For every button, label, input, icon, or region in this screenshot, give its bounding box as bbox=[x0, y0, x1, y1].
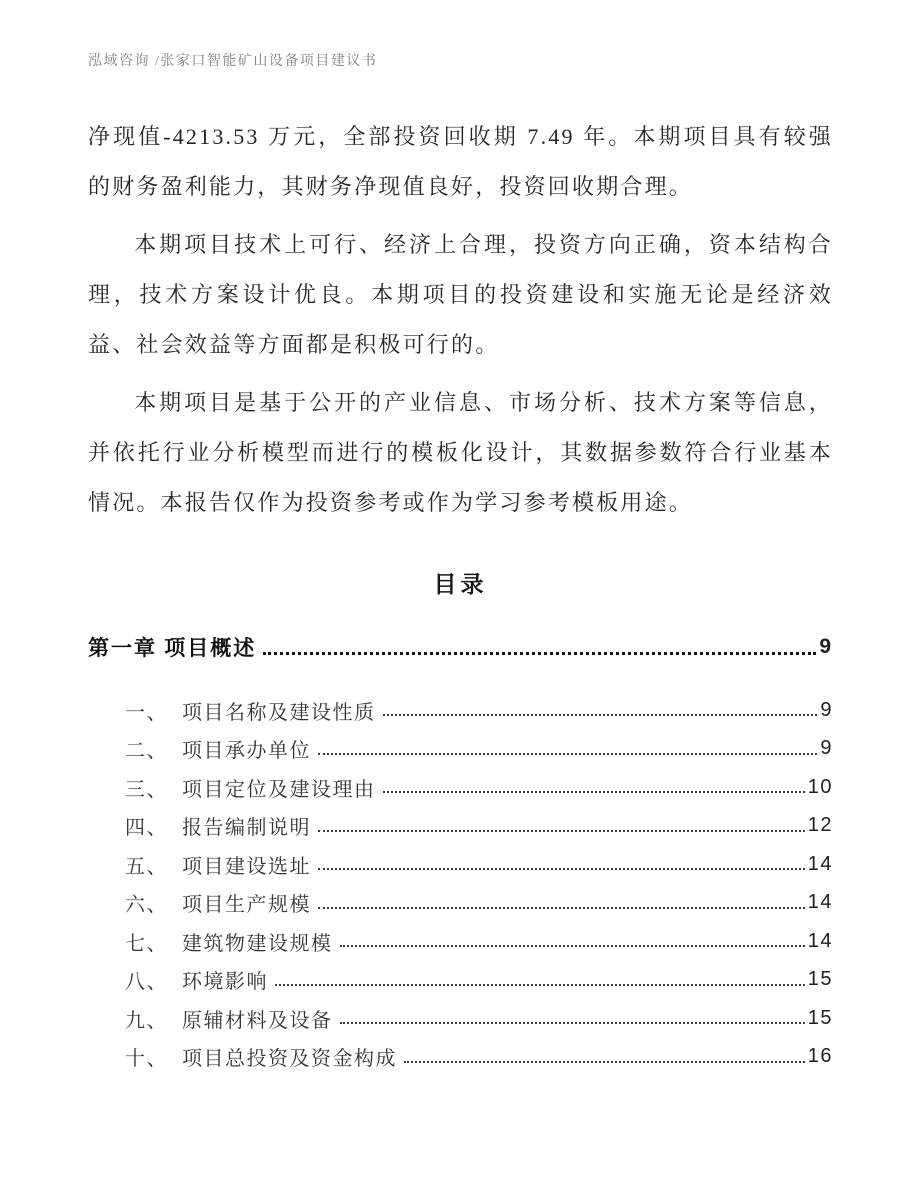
toc-entry-number: 六、 bbox=[125, 894, 168, 917]
dot-leader bbox=[318, 830, 805, 832]
toc-entry-title: 报告编制说明 bbox=[182, 817, 311, 840]
toc-entry-number: 二、 bbox=[125, 740, 168, 763]
toc-entry-row[interactable] bbox=[88, 691, 833, 730]
toc-chapter-label: 第一章 项目概述 bbox=[88, 636, 257, 660]
toc-entry-row[interactable] bbox=[88, 730, 833, 769]
toc-entry-number: 七、 bbox=[125, 932, 168, 955]
toc-entry-title: 项目定位及建设理由 bbox=[182, 778, 376, 801]
dot-leader bbox=[340, 945, 805, 947]
dot-leader bbox=[383, 714, 818, 716]
toc-entry-row[interactable] bbox=[88, 884, 833, 923]
toc-page-number: 14 bbox=[807, 891, 833, 914]
table-of-contents bbox=[88, 625, 833, 1076]
toc-page-number: 10 bbox=[807, 775, 833, 798]
dot-leader bbox=[275, 984, 805, 986]
dot-leader bbox=[404, 1061, 805, 1063]
toc-entry-number: 九、 bbox=[125, 1009, 168, 1032]
toc-entry-title: 原辅材料及设备 bbox=[182, 1009, 333, 1032]
toc-entry-row[interactable] bbox=[88, 845, 833, 884]
dot-leader bbox=[318, 907, 805, 909]
toc-page-number: 9 bbox=[820, 737, 833, 760]
toc-entry-row[interactable] bbox=[88, 922, 833, 961]
toc-entry-list bbox=[88, 691, 833, 1076]
page-header: 泓域咨询 /张家口智能矿山设备项目建议书 bbox=[88, 54, 378, 69]
toc-entry-title: 项目名称及建设性质 bbox=[182, 701, 376, 724]
dot-leader bbox=[318, 753, 817, 755]
toc-entry-number: 五、 bbox=[125, 855, 168, 878]
toc-page-number: 12 bbox=[807, 814, 833, 837]
toc-entry-row[interactable] bbox=[88, 999, 833, 1038]
dot-leader bbox=[263, 652, 816, 655]
toc-page-number: 14 bbox=[807, 852, 833, 875]
toc-page-number: 14 bbox=[807, 929, 833, 952]
toc-title: 目录 bbox=[433, 572, 488, 597]
toc-entry-title: 项目建设选址 bbox=[182, 855, 311, 878]
toc-chapter-row[interactable] bbox=[88, 625, 833, 669]
toc-entry-number: 一、 bbox=[125, 701, 168, 724]
toc-entry-row[interactable] bbox=[88, 1038, 833, 1077]
dot-leader bbox=[383, 791, 805, 793]
toc-page-number: 9 bbox=[819, 635, 833, 658]
toc-page-number: 15 bbox=[807, 1006, 833, 1029]
toc-entry-title: 项目生产规模 bbox=[182, 894, 311, 917]
dot-leader bbox=[340, 1022, 805, 1024]
page-content bbox=[88, 112, 833, 1076]
body-paragraph: 本期项目是基于公开的产业信息、市场分析、技术方案等信息，并依托行业分析模型而进行的模板化设计，其数据参数符合行业基本情况。本报告仅作为投资参考或作为学习参考模板用途。 bbox=[88, 390, 833, 515]
toc-entry-row[interactable] bbox=[88, 768, 833, 807]
toc-entry-number: 八、 bbox=[125, 971, 168, 994]
body-paragraph: 本期项目技术上可行、经济上合理，投资方向正确，资本结构合理，技术方案设计优良。本期项目的投资建设和实施无论是经济效益、社会效益等方面都是积极可行的。 bbox=[88, 232, 833, 357]
toc-entry-number: 四、 bbox=[125, 817, 168, 840]
toc-entry-row[interactable] bbox=[88, 807, 833, 846]
toc-page-number: 9 bbox=[820, 698, 833, 721]
toc-entry-title: 环境影响 bbox=[182, 971, 268, 994]
toc-entry-title: 项目总投资及资金构成 bbox=[182, 1048, 397, 1071]
toc-entry-title: 项目承办单位 bbox=[182, 740, 311, 763]
toc-entry-number: 十、 bbox=[125, 1048, 168, 1071]
toc-entry-number: 三、 bbox=[125, 778, 168, 801]
toc-entry-title: 建筑物建设规模 bbox=[182, 932, 333, 955]
body-paragraph: 净现值-4213.53 万元，全部投资回收期 7.49 年。本期项目具有较强的财务盈利能力，其财务净现值良好，投资回收期合理。 bbox=[88, 124, 833, 199]
toc-page-number: 16 bbox=[807, 1045, 833, 1068]
toc-entry-row[interactable] bbox=[88, 961, 833, 1000]
toc-page-number: 15 bbox=[807, 968, 833, 991]
dot-leader bbox=[318, 868, 805, 870]
